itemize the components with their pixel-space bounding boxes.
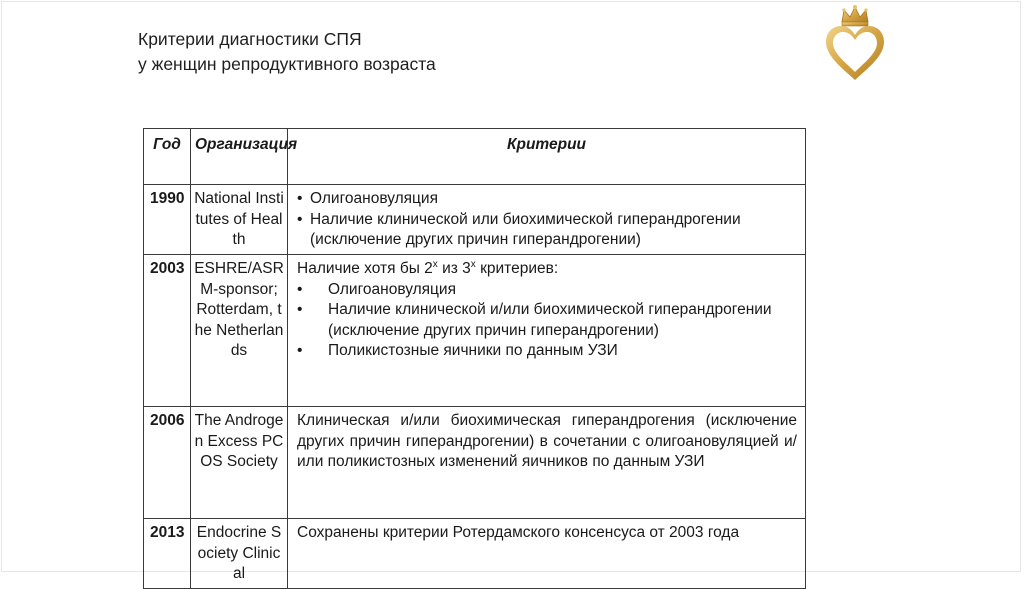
- criteria-bullet: • Наличие клинической или биохимической гиперандрогении (исключение других причин гиперандрогении): [297, 210, 797, 251]
- table-row: [144, 407, 806, 519]
- row-year: 1990: [144, 185, 191, 255]
- criteria-bullet: • Олигоановуляция: [297, 189, 797, 210]
- header-organization: Организация: [191, 129, 288, 185]
- row-organization: ESHRE/ASRM-sponsor; Rotterdam, the Netherlands: [191, 255, 288, 407]
- row-criteria: [288, 255, 806, 407]
- title-line-2: у женщин репродуктивного возраста: [138, 54, 436, 74]
- criteria-table: [143, 128, 806, 589]
- row-criteria: Клиническая и/или биохимическая гиперандрогения (исключение других причин гиперандрогении) в сочетании с олигоановуляцией и/или поликистозных изменений яичников по данным УЗИ: [288, 407, 806, 519]
- table-header-row: [144, 129, 806, 185]
- table-row: [144, 255, 806, 407]
- criteria-bullet: • Наличие клинической и/или биохимической гиперандрогении (исключение других причин гиперандрогении): [297, 300, 797, 341]
- title-line-1: Критерии диагностики СПЯ: [138, 29, 362, 49]
- row-organization: National Institutes of Health: [191, 185, 288, 255]
- row-criteria: [288, 185, 806, 255]
- table-row: [144, 519, 806, 589]
- criteria-intro: Наличие хотя бы $2^х$ из $3^х$ критериев:: [297, 258, 559, 277]
- criteria-bullet: • Олигоановуляция: [297, 280, 797, 301]
- header-criteria: Критерии: [288, 129, 806, 185]
- table-row: [144, 185, 806, 255]
- row-organization: Endocrine Society Clinical: [191, 519, 288, 589]
- row-year: 2013: [144, 519, 191, 589]
- criteria-bullet: • Поликистозные яичники по данным УЗИ: [297, 341, 797, 362]
- row-year: 2003: [144, 255, 191, 407]
- row-year: 2006: [144, 407, 191, 519]
- page-title: [138, 27, 436, 77]
- row-organization: The Androgen Excess PCOS Society: [191, 407, 288, 519]
- row-criteria: Сохранены критерии Ротердамского консенсуса от 2003 года: [288, 519, 806, 589]
- golden-heart-crown-icon: [822, 2, 888, 82]
- header-year: Год: [144, 129, 191, 185]
